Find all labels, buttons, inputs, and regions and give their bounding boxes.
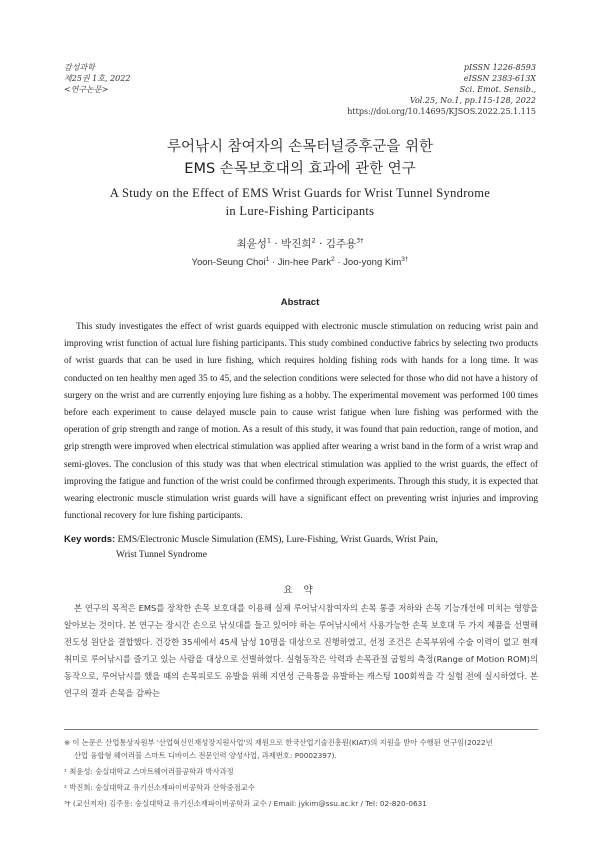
title-en-line1: A Study on the Effect of EMS Wrist Guards for Wrist Tunnel Syndrome [109,186,491,200]
author-separator: · [337,257,341,268]
author-en-2: Jin-hee Park [277,257,332,268]
volume-en: Vol.25, No.1, pp.115-128, 2022 [409,96,536,105]
journal-header-left [64,62,130,95]
author-ko-1-mark: 1 [266,236,272,245]
author-ko-2: 박진희 [281,238,312,250]
author-en-1: Yoon-Seung Choi [191,257,266,268]
keywords-line2: Wrist Tunnel Syndrome [116,550,207,560]
author-en-2-mark: 2 [331,255,335,263]
footnote-divider [64,729,538,730]
doi-link[interactable]: https://doi.org/10.14695/KJSOS.2022.25.1.115 [347,107,536,116]
journal-name-en: Sci. Emot. Sensib., [459,85,536,94]
title-ko-line1: 루어낚시 참여자의 손목터널증후군을 위한 [167,139,433,155]
footnote-author-3: ³† (교신저자) 김주용: 숭실대학교 유기신소재파이버공학과 교수 / Email: jykim@ssu.ac.kr / Tel: 02-820-0631 [64,799,427,808]
korean-abstract-heading: 요 약 [283,585,317,596]
eissn: eISSN 2383-613X [463,74,536,83]
author-separator: · [271,257,276,268]
footnote-funding [64,736,544,762]
footnote-funding-line1: ※ 이 논문은 산업통상자원부 '산업혁신인재성장지원사업'의 재원으로 한국산업기술진흥원(KIAT)의 지원을 받아 수행된 연구임(2022년 [64,738,493,747]
author-en-3: Joo-yong Kim [343,257,402,268]
author-ko-1: 최윤성 [236,238,267,250]
keywords-line1: EMS/Electronic Muscle Simulation (EMS), Lure-Fishing, Wrist Guards, Wrist Pain, [117,535,438,545]
author-en-3-mark: 3† [401,255,409,263]
author-en-1-mark: 1 [265,255,270,263]
author-separator: · [319,238,323,250]
article-type: <연구논문> [64,85,109,94]
volume-ko: 제25권 1호, 2022 [64,74,131,83]
journal-name-ko: 감성과학 [64,63,95,72]
abstract-heading: Abstract [280,297,320,308]
author-ko-2-mark: 2 [311,236,316,245]
footnote-author-2: ² 박진희: 숭실대학교 유기신소재파이버공학과 산학중점교수 [64,783,255,792]
title-ko-line2: EMS 손목보호대의 효과에 관한 연구 [184,161,416,177]
author-separator: · [274,238,278,250]
abstract-body: This study investigates the effect of wrist guards equipped with electronic muscle stimulation on reducing wrist pain and improving wrist function of actual lure fishing participants. This study combined conductive fabrics by selecting two products of wrist guards that can be used in lure fishing, which requires holding fishing rods with hands for a long time. It was conducted on ten healthy men aged 35 to 45, and the selection conditions were selected for those who did not have a history of surgery on the wrist and are currently enjoying lure fishing as a hobby. The experimental movement was performed 100 times before each experiment to cause delayed muscle pain to cause wrist fatigue when lure fishing was performed with the operation of grip strength and range of motion. As a result of this study, it was found that pain reduction, range of motion, and grip strength were improved when electrical stimulation was applied after wearing a wrist band in the form of a wrist wrap and semi-gloves. The conclusion of this study was that when electrical stimulation was applied to the wrist guards, the effect of improving the fatigue and function of the wrist could be confirmed through experiments. Through this study, it is expected that wearing electronic muscle stimulation wrist guards will have a significant effect on preventing wrist injuries and improving functional recovery for lure fishing participants. [64,322,538,522]
authors-ko [0,236,600,251]
footnotes [64,736,544,813]
korean-abstract-body: 본 연구의 목적은 EMS를 장착한 손목 보호대를 이용해 실제 루어낚시참여자의 손목 통증 저하와 손목 기능개선에 미치는 영향을 알아보는 것이다. 본 연구는 장시간 손으로 낚싯대를 들고 있어야 하는 루어낚시에서 사용가능한 손목 보호대 두 가지 제품을 선별해 전도성 원단을 결합했다. 건강한 35세에서 45세 남성 10명을 대상으로 진행하였고, 선정 조건은 손목부위에 수술 이력이 없고 현재 취미로 루어낚시를 즐기고 있는 사람을 대상으로 선별하였다. 실험동작은 악력과 손목관절 굽힘의 측정(Range of Motion ROM)의 동작으로, 루어낚시를 했을 때의 손목피로도 유발을 위해 지연성 근육통을 유발하는 캐스팅 100회씩을 각 실험 전에 실시하였다. 본 연구의 결과 손목을 감싸는 [64,603,538,699]
footnote-author-1: ¹ 최윤성: 숭실대학교 스마트웨어러블공학과 박사과정 [64,767,234,776]
author-ko-3-mark: 3† [356,236,364,245]
keywords-label: Key words: [64,534,116,545]
authors-en [0,257,600,268]
author-ko-3: 김주용 [325,238,357,250]
journal-header-right [347,62,536,117]
title-en-line2: in Lure-Fishing Participants [225,204,375,218]
footnote-funding-line2: 산업 융합형 웨어러블 스마트 디바이스 전문인력 양성사업, 과제번호: P0002397). [74,751,337,760]
keywords [64,532,538,563]
pissn: pISSN 1226-8593 [463,63,536,72]
